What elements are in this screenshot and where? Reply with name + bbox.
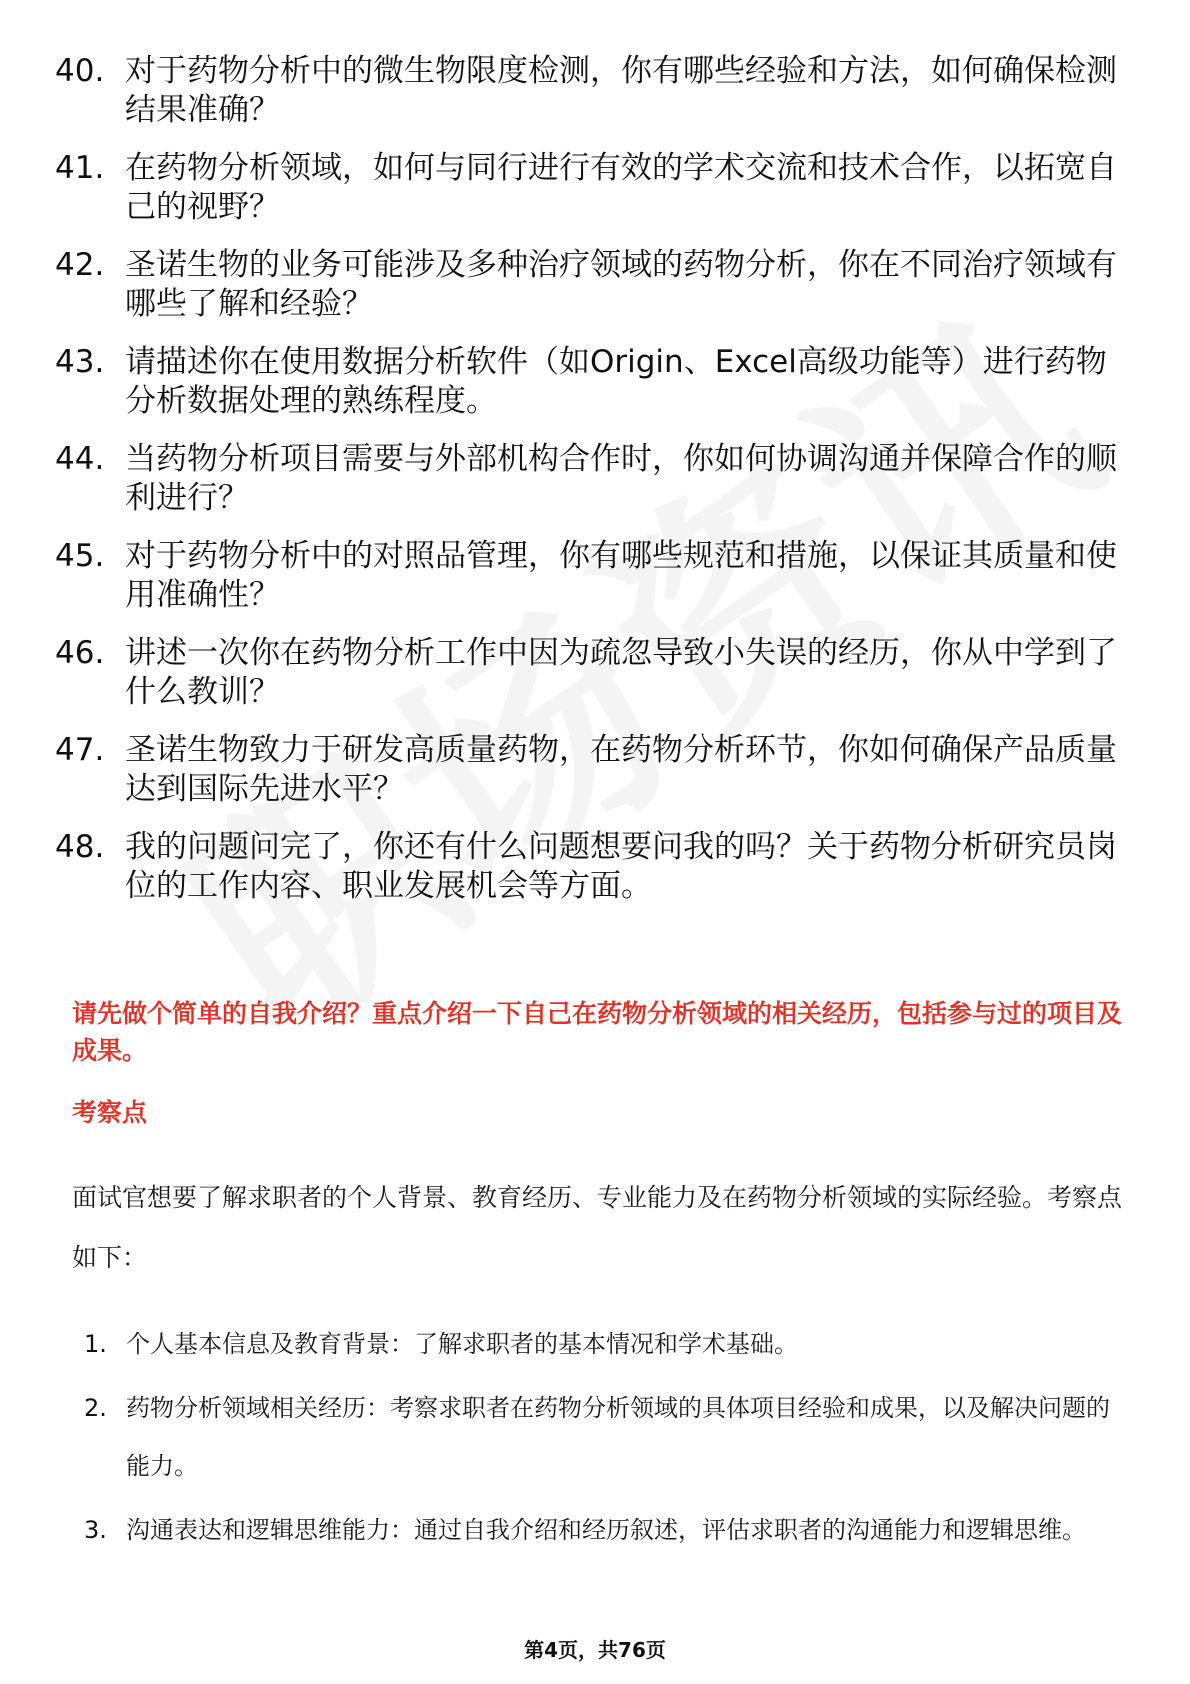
assessment-points-list [84,1315,1124,1565]
list-item [84,1379,1124,1495]
page-number-footer: 第4页，共76页 [524,1638,666,1662]
list-item [55,52,1130,130]
list-item [55,537,1130,615]
list-item [55,246,1130,324]
list-item [55,731,1130,809]
question-list [55,52,1130,925]
question-number: 48. [55,829,105,865]
list-item [84,1315,1124,1373]
question-number: 45. [55,538,105,574]
question-number: 40. [55,53,105,89]
list-item [55,343,1130,421]
question-text: 对于药物分析中的微生物限度检测，你有哪些经验和方法，如何确保检测结果准确？ [125,53,1117,128]
question-text: 对于药物分析中的对照品管理，你有哪些规范和措施，以保证其质量和使用准确性？ [125,538,1117,613]
question-text: 圣诺生物的业务可能涉及多种治疗领域的药物分析，你在不同治疗领域有哪些了解和经验？ [125,247,1117,322]
point-text: 个人基本信息及教育背景：了解求职者的基本情况和学术基础。 [126,1330,798,1358]
point-number: 1. [84,1330,107,1358]
question-number: 42. [55,247,105,283]
list-item [55,634,1130,712]
question-number: 43. [55,344,105,380]
point-text: 沟通表达和逻辑思维能力：通过自我介绍和经历叙述，评估求职者的沟通能力和逻辑思维。 [126,1516,1086,1544]
question-number: 44. [55,441,105,477]
intro-paragraph: 面试官想要了解求职者的个人背景、教育经历、专业能力及在药物分析领域的实际经验。考察点如下： [72,1183,1123,1272]
point-number: 2. [84,1394,107,1422]
question-text: 我的问题问完了，你还有什么问题想要问我的吗？关于药物分析研究员岗位的工作内容、职业发展机会等方面。 [125,829,1117,904]
question-number: 47. [55,732,105,768]
question-text: 当药物分析项目需要与外部机构合作时，你如何协调沟通并保障合作的顺利进行？ [125,441,1117,516]
list-item [55,828,1130,906]
point-number: 3. [84,1516,107,1544]
question-text: 讲述一次你在药物分析工作中因为疏忽导致小失误的经历，你从中学到了什么教训？ [125,635,1117,710]
list-item [84,1501,1124,1559]
point-text: 药物分析领域相关经历：考察求职者在药物分析领域的具体项目经验和成果，以及解决问题的能力。 [126,1394,1110,1480]
list-item [55,149,1130,227]
highlight-question: 请先做个简单的自我介绍？重点介绍一下自己在药物分析领域的相关经历，包括参与过的项目及成果。 [72,999,1123,1065]
list-item [55,440,1130,518]
question-text: 在药物分析领域，如何与同行进行有效的学术交流和技术合作，以拓宽自己的视野？ [125,150,1117,225]
question-text: 请描述你在使用数据分析软件（如Origin、Excel高级功能等）进行药物分析数据处理的熟练程度。 [125,344,1107,419]
section-label: 考察点 [72,1098,148,1127]
question-number: 46. [55,635,105,671]
question-number: 41. [55,150,105,186]
question-text: 圣诺生物致力于研发高质量药物，在药物分析环节，你如何确保产品质量达到国际先进水平？ [125,732,1117,807]
